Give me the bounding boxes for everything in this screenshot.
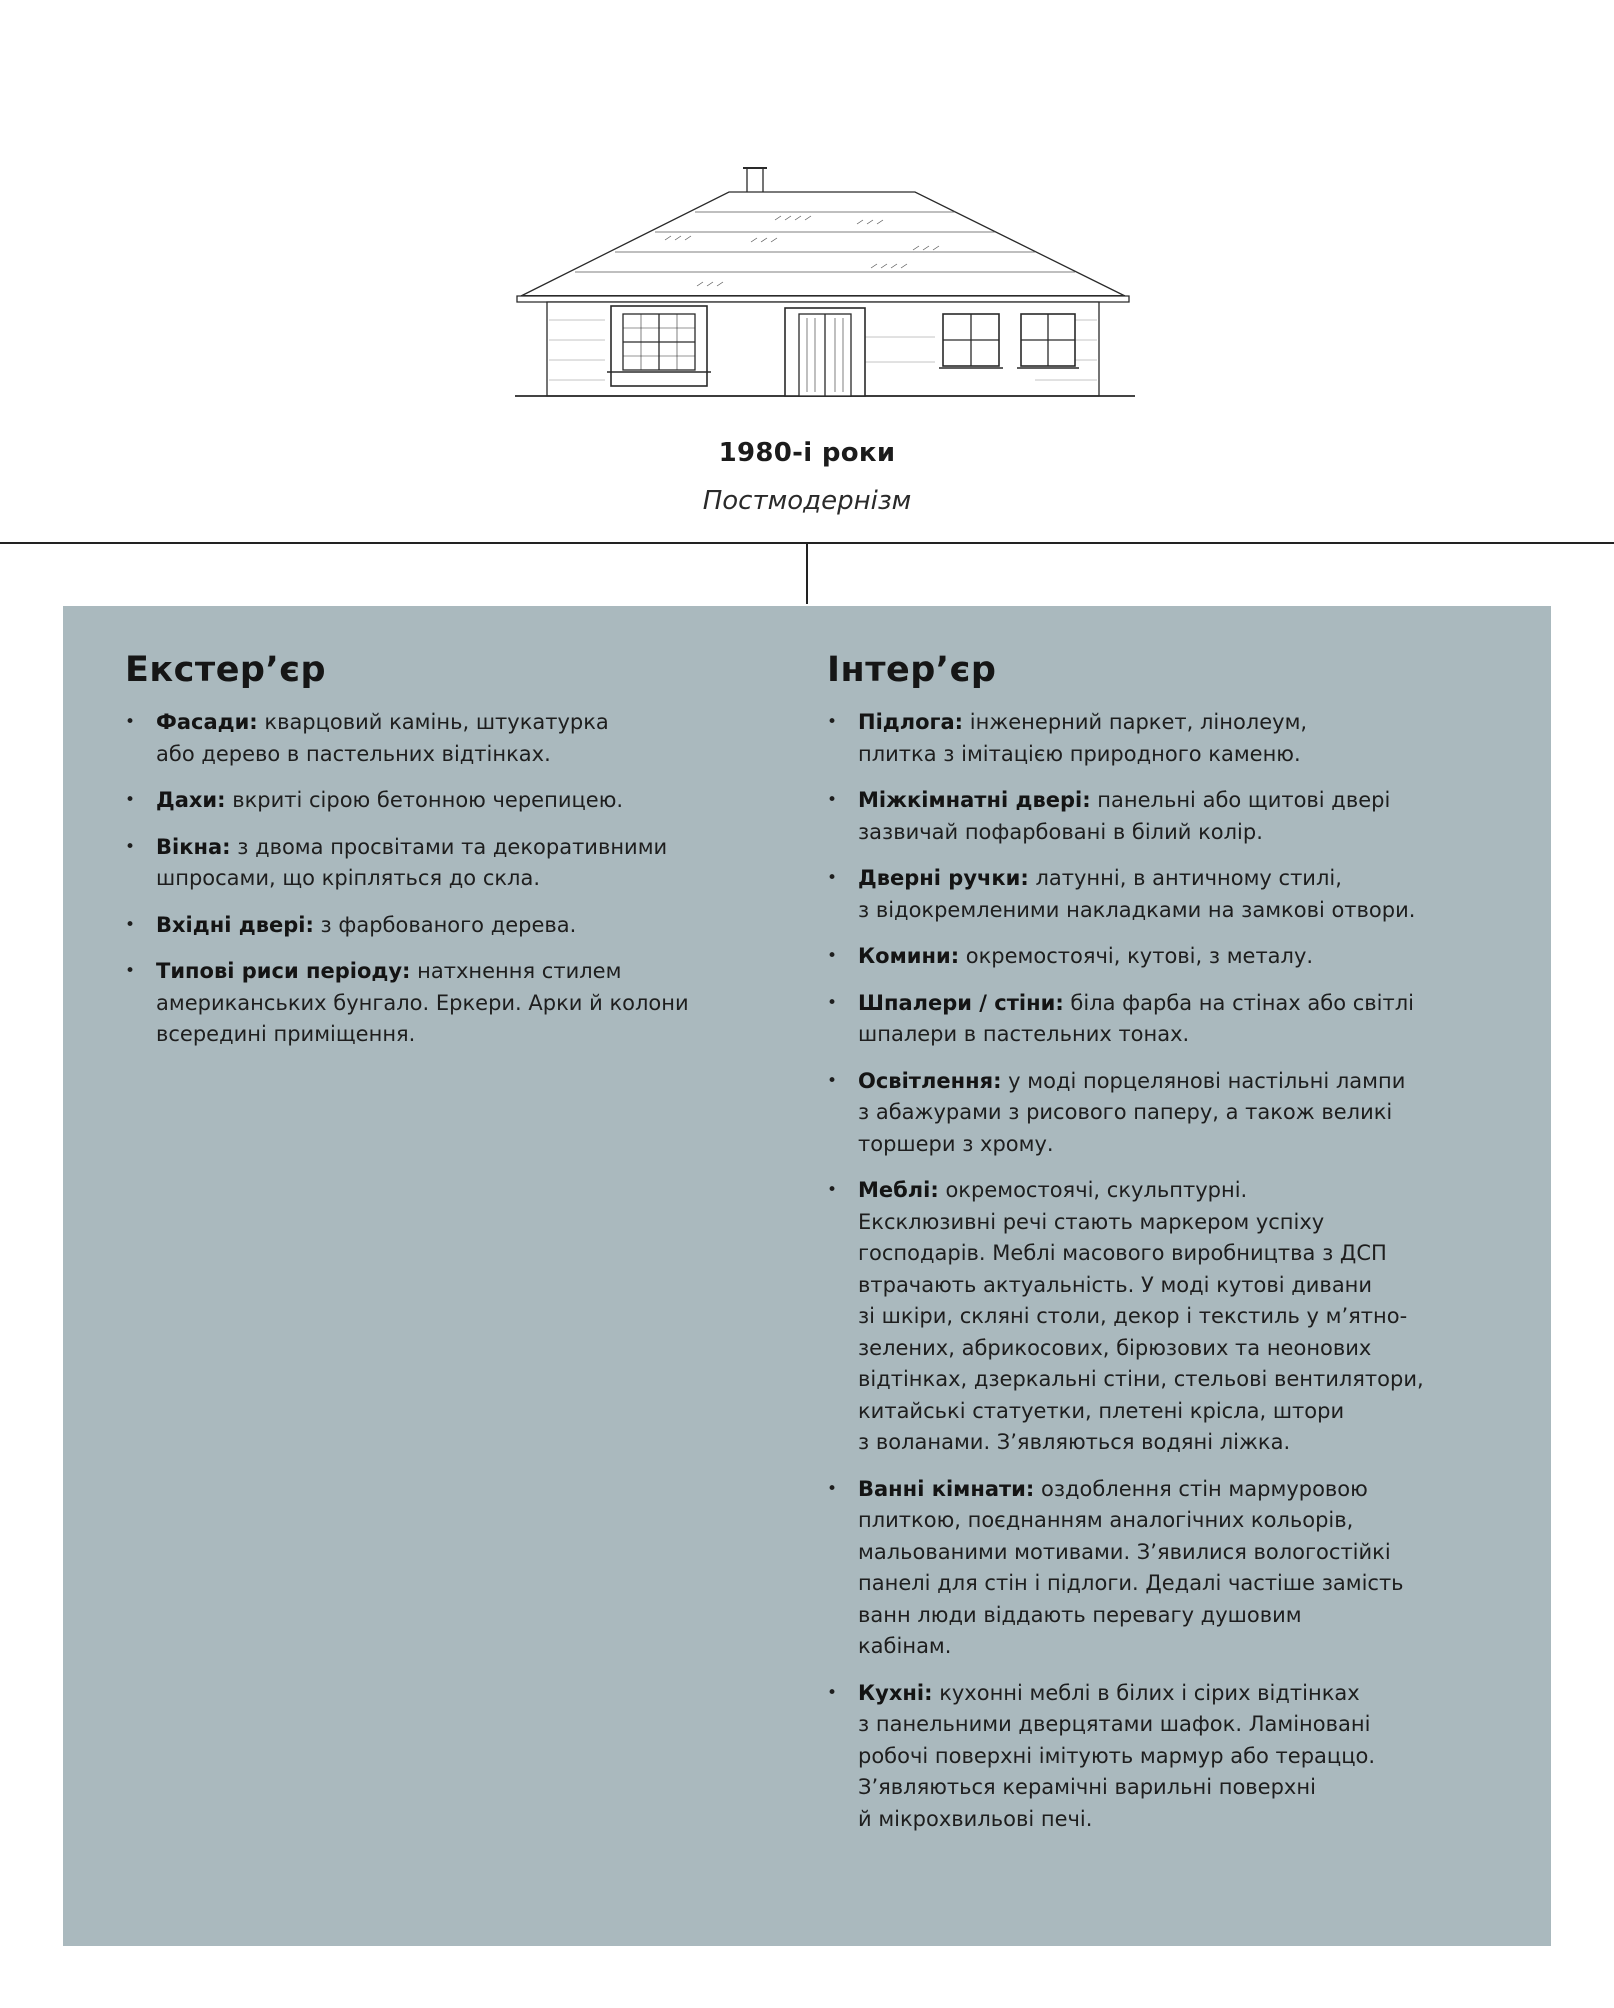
interior-item-lighting: • Освітлення: у моді порцелянові настільні лампи з абажурами з рисового паперу, а також великі торшери з хрому.: [827, 1066, 1527, 1161]
period-title: 1980-і роки: [718, 438, 896, 468]
interior-item-interior-doors: • Міжкімнатні двері: панельні або щитові двері зазвичай пофарбовані в білий колір.: [827, 785, 1527, 848]
info-panel: [63, 606, 1551, 1946]
house-illustration: [515, 162, 1135, 402]
exterior-item-windows: • Вікна: з двома просвітами та декоративними шпросами, що кріпляться до скла.: [125, 832, 765, 895]
timeline-vertical-connector: [806, 542, 808, 604]
interior-item-floor: • Підлога: інженерний паркет, лінолеум, плитка з імітацією природного каменю.: [827, 707, 1527, 770]
exterior-list: [125, 707, 765, 1051]
interior-item-door-handles: • Дверні ручки: латунні, в античному стилі, з відокремленими накладками на замкові отвори.: [827, 863, 1527, 926]
interior-item-fireplaces: • Комини: окремостоячі, кутові, з металу.: [827, 941, 1527, 973]
exterior-item-facades: • Фасади: кварцовий камінь, штукатурка або дерево в пастельних відтінках.: [125, 707, 765, 770]
exterior-item-roofs: • Дахи: вкриті сірою бетонною черепицею.: [125, 785, 765, 817]
exterior-heading: Екстер’єр: [125, 650, 327, 690]
period-style: Постмодернізм: [702, 486, 912, 516]
exterior-column: [125, 650, 765, 1066]
exterior-item-entrance-door: • Вхідні двері: з фарбованого дерева.: [125, 910, 765, 942]
interior-item-furniture: • Меблі: окремостоячі, скульптурні. Ексклюзивні речі стають маркером успіху господарів. Меблі масового виробництва з ДСП втрачають актуальність. У моді кутові дивани зі шкіри, скляні столи, декор і текстиль у м’ятно- зелених, абрикосових, бірюзових та неонових відтінках, дзеркальні стіни, стельові вентилятори, китайські статуетки, плетені крісла, штори з воланами. З’являються водяні ліжка.: [827, 1175, 1527, 1459]
interior-column: [827, 650, 1527, 1850]
interior-list: [827, 707, 1527, 1835]
interior-item-wallpaper-walls: • Шпалери / стіни: біла фарба на стінах або світлі шпалери в пастельних тонах.: [827, 988, 1527, 1051]
interior-item-bathrooms: • Ванні кімнати: оздоблення стін мармуровою плиткою, поєднанням аналогічних кольорів, мальованими мотивами. З’явилися вологостійкі панелі для стін і підлоги. Дедалі частіше замість ванн люди віддають перевагу душовим кабінам.: [827, 1474, 1527, 1663]
exterior-item-period-features: • Типові риси періоду: натхнення стилем американських бунгало. Еркери. Арки й колони всередині приміщення.: [125, 956, 765, 1051]
interior-item-kitchens: • Кухні: кухонні меблі в білих і сірих відтінках з панельними дверцятами шафок. Ламіновані робочі поверхні імітують мармур або тераццо. З’являються керамічні варильні поверхні й мікрохвильові печі.: [827, 1678, 1527, 1836]
interior-heading: Інтер’єр: [827, 650, 997, 690]
